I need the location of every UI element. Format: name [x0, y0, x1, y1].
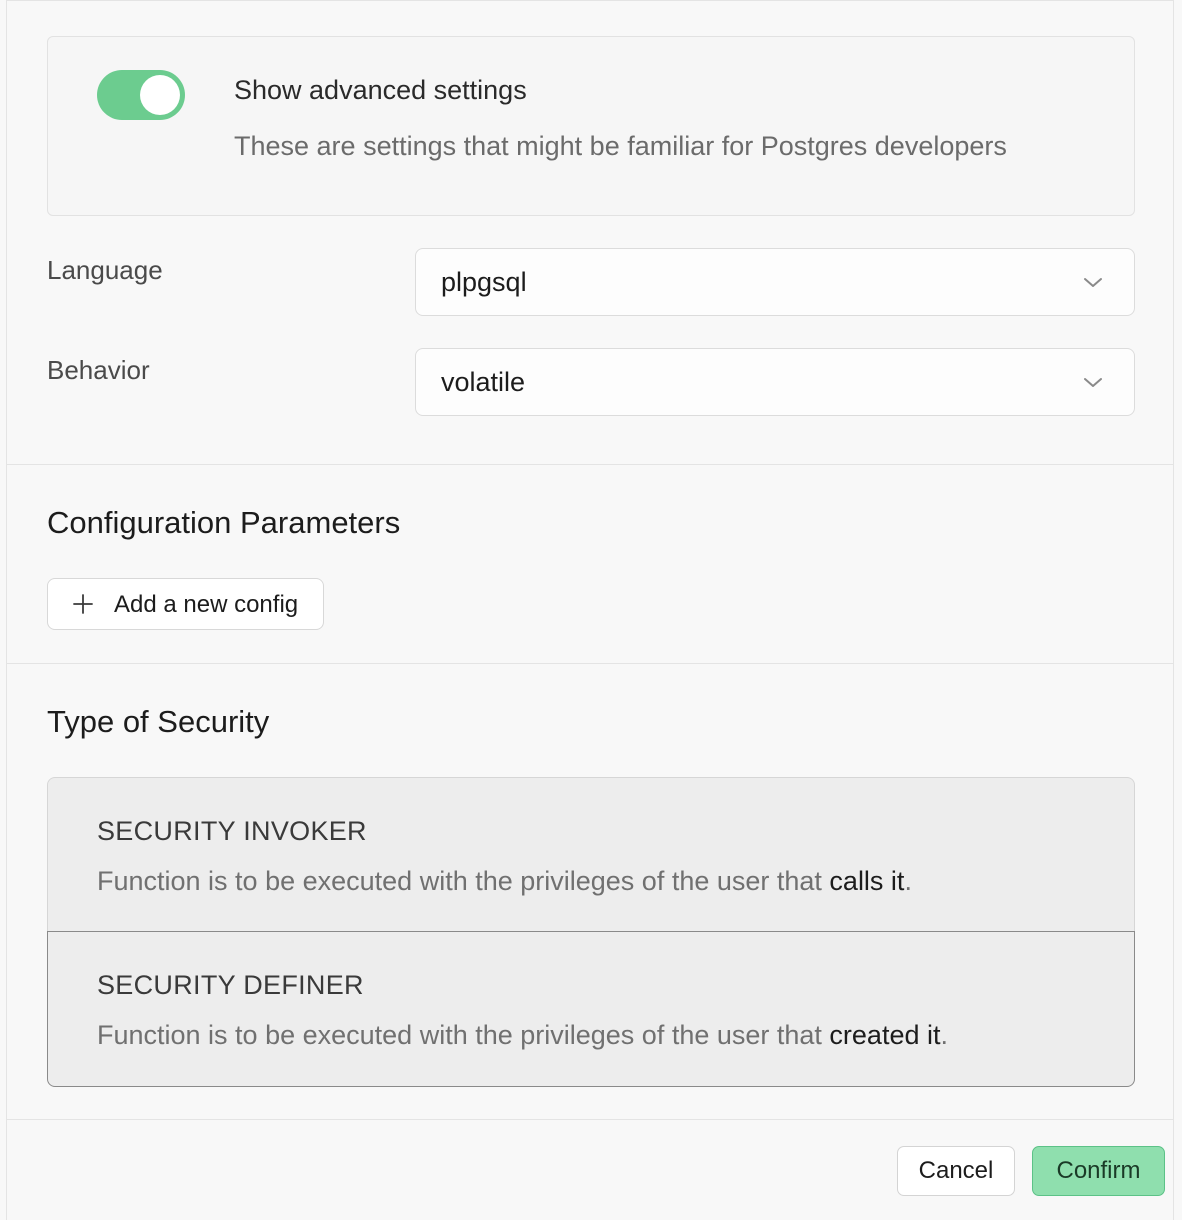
security-option-title: SECURITY DEFINER — [97, 970, 364, 1000]
security-option-title: SECURITY INVOKER — [97, 816, 367, 846]
language-select[interactable] — [415, 248, 1135, 316]
cancel-button[interactable]: Cancel — [897, 1146, 1015, 1196]
advanced-settings-description: These are settings that might be familiar for Postgres developers — [234, 131, 1007, 161]
security-option-description: Function is to be executed with the privileges of the user that created it. — [97, 1020, 948, 1050]
toggle-knob — [140, 75, 180, 115]
chevron-down-icon — [1082, 271, 1104, 293]
advanced-settings-toggle[interactable] — [97, 70, 185, 120]
config-section-title: Configuration Parameters — [47, 505, 401, 540]
language-select-value: plpgsql — [441, 267, 527, 297]
security-definer-option[interactable] — [47, 931, 1135, 1087]
add-config-label: Add a new config — [114, 591, 299, 618]
advanced-settings-title: Show advanced settings — [234, 75, 527, 105]
behavior-select[interactable] — [415, 348, 1135, 416]
advanced-settings-card — [47, 36, 1135, 216]
security-option-description: Function is to be executed with the privileges of the user that calls it. — [97, 866, 912, 896]
add-config-button[interactable] — [47, 578, 324, 630]
language-label: Language — [47, 255, 163, 285]
behavior-label: Behavior — [47, 355, 150, 385]
chevron-down-icon — [1082, 371, 1104, 393]
security-section-title: Type of Security — [47, 704, 270, 739]
confirm-button[interactable]: Confirm — [1032, 1146, 1165, 1196]
section-divider — [7, 464, 1173, 465]
security-type-radio-group — [47, 777, 1135, 1087]
function-settings-panel — [6, 0, 1174, 1220]
behavior-select-value: volatile — [441, 367, 526, 397]
section-divider — [7, 663, 1173, 664]
security-invoker-option[interactable] — [47, 777, 1135, 932]
footer-divider — [7, 1119, 1173, 1120]
plus-icon — [73, 594, 93, 614]
